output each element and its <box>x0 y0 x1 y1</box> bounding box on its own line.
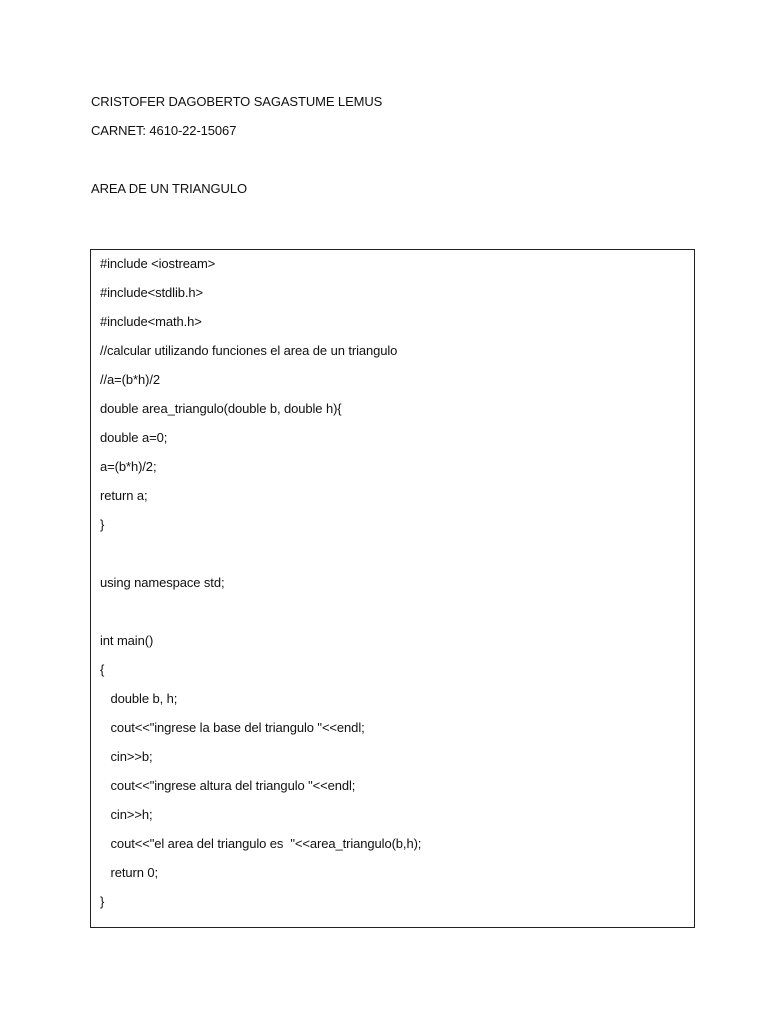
code-line: //calcular utilizando funciones el area de un triangulo <box>100 343 398 358</box>
code-line: cin>>b; <box>100 749 153 764</box>
code-line: double area_triangulo(double b, double h){ <box>100 401 342 416</box>
code-line: double a=0; <box>100 430 168 445</box>
code-line: return a; <box>100 488 148 503</box>
code-line: cout<<"ingrese la base del triangulo "<<endl; <box>100 720 365 735</box>
code-line: #include <iostream> <box>100 256 216 271</box>
code-line: #include<stdlib.h> <box>100 285 203 300</box>
code-line: cout<<"ingrese altura del triangulo "<<endl; <box>100 778 356 793</box>
code-line: using namespace std; <box>100 575 225 590</box>
code-line: cout<<"el area del triangulo es "<<area_triangulo(b,h); <box>100 836 422 851</box>
author-name: CRISTOFER DAGOBERTO SAGASTUME LEMUS <box>91 94 383 109</box>
document-title: AREA DE UN TRIANGULO <box>91 181 247 196</box>
code-line: a=(b*h)/2; <box>100 459 157 474</box>
code-line: double b, h; <box>100 691 178 706</box>
code-block <box>90 249 695 928</box>
code-line: return 0; <box>100 865 159 880</box>
code-line: int main() <box>100 633 154 648</box>
code-line: { <box>100 662 105 677</box>
code-line: } <box>100 894 105 909</box>
code-line: //a=(b*h)/2 <box>100 372 160 387</box>
code-line: } <box>100 517 105 532</box>
student-id: CARNET: 4610-22-15067 <box>91 123 237 138</box>
code-line: #include<math.h> <box>100 314 202 329</box>
code-line: cin>>h; <box>100 807 153 822</box>
